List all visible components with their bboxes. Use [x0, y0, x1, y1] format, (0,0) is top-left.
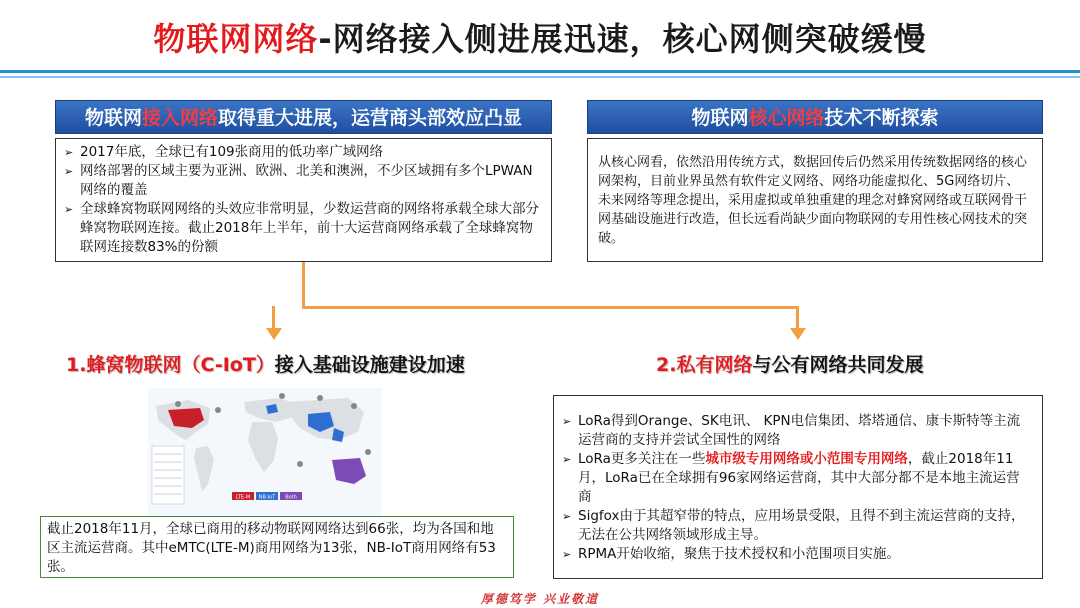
list-item	[562, 450, 1030, 507]
left-panel-body	[55, 138, 552, 262]
world-map-image	[148, 388, 382, 516]
world-map-graphic	[148, 388, 382, 516]
right-panel-body	[587, 138, 1043, 262]
title-rest: -网络接入侧进展迅速，核心网侧突破缓慢	[318, 20, 927, 58]
left-panel-header	[55, 100, 552, 134]
right-header-pre: 物联网	[691, 107, 749, 129]
section-1-caption	[40, 516, 514, 578]
connector-bar	[302, 306, 798, 309]
section-2-body	[553, 395, 1043, 579]
section-1-rest: 接入基础设施建设加速	[274, 354, 465, 376]
bullet-arrow-icon: ➢	[562, 453, 572, 466]
title-bar	[0, 0, 1080, 66]
bullet-text: 全球蜂窝物联网网络的头效应非常明显，少数运营商的网络将承载全球大部分蜂窝物联网连接。截止2018年上半年，前十大运营商网络承载了全球蜂窝物联网连接数83%的份额	[80, 201, 539, 255]
section-2-highlight: 2.私有网络	[656, 354, 753, 376]
legend-both: Both	[285, 494, 297, 501]
bullet-arrow-icon: ➢	[64, 203, 74, 216]
right-header-highlight: 核心网络	[748, 107, 825, 129]
bullet-text-part: ，截止2018年11月，LoRa已在全球拥有96家网络运营商，其中大部分都不是本地主流运营商	[578, 451, 1020, 505]
bullet-text-highlight: 城市级专用网络或小范围专用网络	[705, 451, 908, 467]
bullet-text-part: LoRa得到Orange、SK电讯、 KPN电信集团、塔塔通信、康卡斯特等主流运营商的支持并尝试全国性的网络	[578, 413, 1021, 448]
connector-left-drop	[272, 306, 275, 330]
section-1-title	[66, 350, 465, 377]
list-item	[562, 412, 1030, 450]
list-item	[64, 200, 539, 257]
bullet-arrow-icon: ➢	[64, 165, 74, 178]
bullet-text-part: RPMA开始收缩，聚焦于技术授权和小范围项目实施。	[578, 546, 900, 562]
section-1-highlight: 1.蜂窝物联网（C-IoT）	[66, 354, 275, 376]
caption-text: 截止2018年11月，全球已商用的移动物联网网络达到66张，均为各国和地区主流运营商。其中eMTC(LTE-M)商用网络为13张，NB-IoT商用网络有53张。	[47, 521, 496, 575]
bullet-text	[578, 507, 1030, 545]
list-item	[64, 162, 539, 200]
bullet-arrow-icon: ➢	[64, 146, 74, 159]
bullet-text	[578, 450, 1030, 507]
bullet-arrow-icon: ➢	[562, 415, 572, 428]
list-item	[562, 507, 1030, 545]
list-item	[64, 143, 539, 162]
left-header-highlight: 接入网络	[141, 107, 218, 129]
title-highlight: 物联网网络	[153, 20, 319, 58]
section-2-title	[656, 350, 923, 377]
footer-motto: 厚德笃学 兴业敬道	[480, 592, 600, 606]
left-header-pre: 物联网	[84, 107, 142, 129]
title-rule-light	[0, 76, 1080, 78]
bullet-text	[578, 412, 1030, 450]
arrow-down-icon	[790, 328, 806, 340]
connector-stem	[302, 262, 305, 307]
arrow-down-icon	[266, 328, 282, 340]
bullet-text: 2017年底，全球已有109张商用的低功率广域网络	[80, 144, 384, 160]
connector-right-drop	[796, 306, 799, 330]
left-header-post: 取得重大进展，运营商头部效应凸显	[218, 107, 523, 129]
bullet-text	[578, 545, 1030, 564]
legend-lte-m: LTE-M	[235, 494, 251, 501]
bullet-text: 网络部署的区域主要为亚洲、欧洲、北美和澳洲，不少区域拥有多个LPWAN网络的覆盖	[80, 163, 533, 198]
bullet-text-part: LoRa更多关注在一些	[578, 451, 706, 467]
right-panel-header	[587, 100, 1043, 134]
list-item	[562, 545, 1030, 564]
right-panel-text: 从核心网看，依然沿用传统方式，数据回传后仍然采用传统数据网络的核心网架构，目前业界虽然有软件定义网络、网络功能虚拟化、5G网络切片、未来网络等理念提出，采用虚拟或单独重建的理念对蜂窝网络或互联网骨干网基础设施进行改造，但长远看尚缺少面向物联网的专用性核心网技术的突破。	[598, 155, 1028, 246]
page-title	[0, 14, 1080, 60]
title-rule	[0, 70, 1080, 73]
section-2-rest: 与公有网络共同发展	[752, 354, 924, 376]
bullet-arrow-icon: ➢	[562, 548, 572, 561]
legend-nb-iot: NB-IoT	[258, 494, 276, 501]
right-header-post: 技术不断探索	[824, 107, 939, 129]
bullet-text-part: Sigfox由于其超窄带的特点，应用场景受限，且得不到主流运营商的支持，无法在公共网络领域形成主导。	[578, 508, 1025, 543]
bullet-arrow-icon: ➢	[562, 510, 572, 523]
